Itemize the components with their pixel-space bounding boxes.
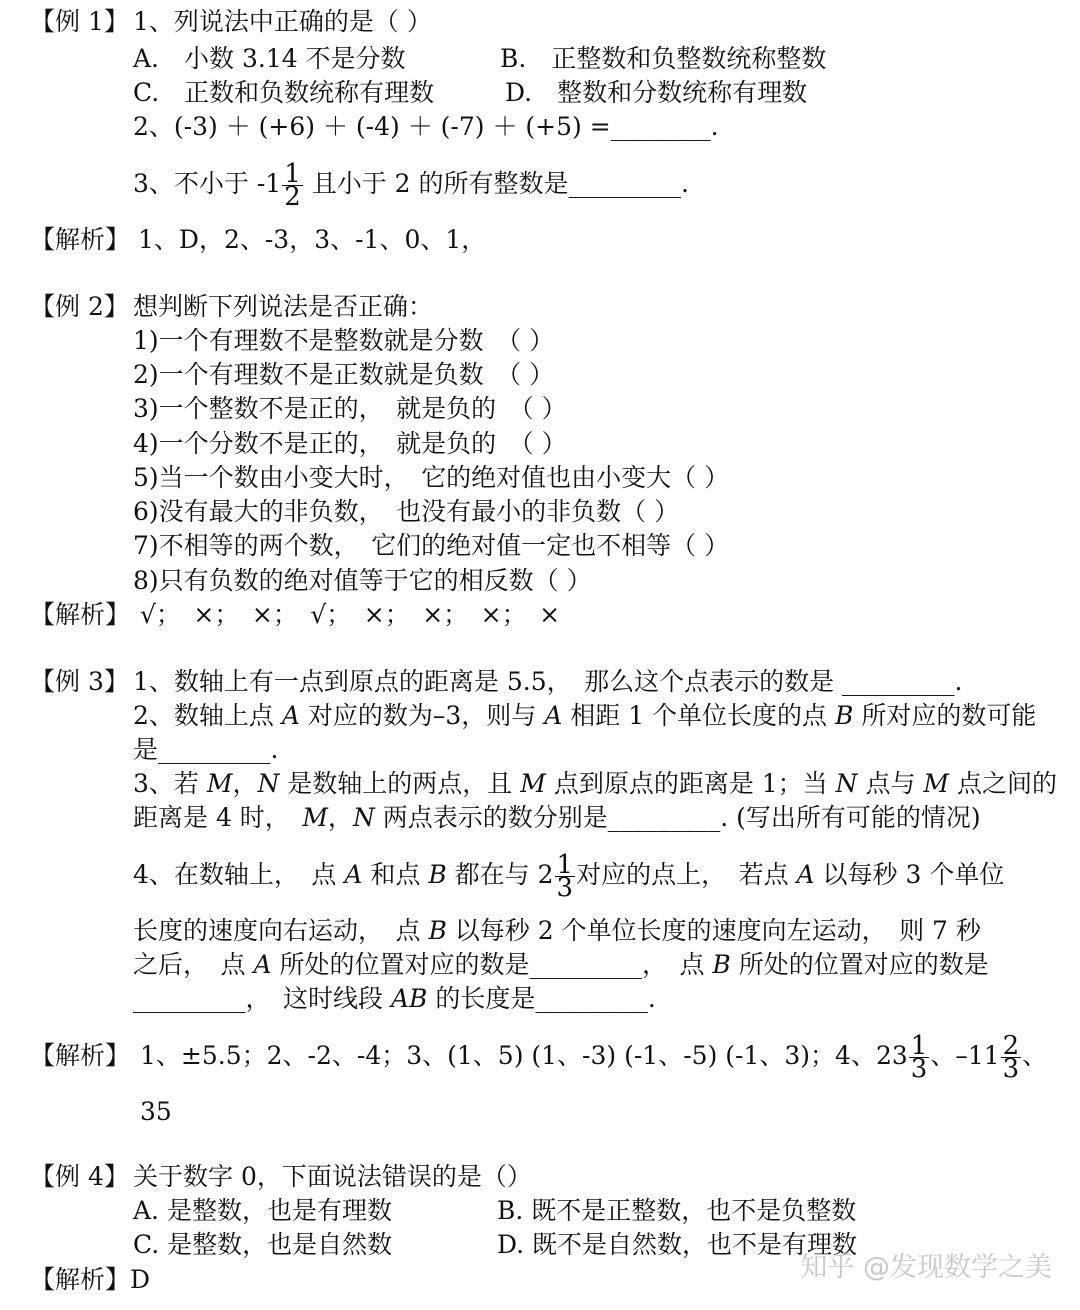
- ex3-question-2-line-2: 是_________.: [133, 735, 279, 764]
- ex2-item-7: 7)不相等的两个数， 它们的绝对值一定也不相等（ ）: [133, 531, 730, 560]
- fraction: $\frac{1}{2}$: [284, 159, 301, 212]
- fraction: $\frac{1}{3}$: [556, 850, 574, 903]
- example-1-label: 【例 1】: [30, 7, 129, 36]
- ex4-option-c: C. 是整数，也是自然数: [133, 1230, 393, 1259]
- ex3-question-3-line-1: 3、若 M，N 是数轴上的两点，且 M 点到原点的距离是 1；当 N 点与 M 点之间的: [133, 769, 1057, 798]
- fraction: $\frac{2}{3}$: [1002, 1031, 1020, 1084]
- ex2-item-5: 5)当一个数由小变大时， 它的绝对值也由小变大（ ）: [133, 463, 730, 492]
- ex2-answer-label: 【解析】: [30, 600, 131, 629]
- ex1-question-3: 3、不小于 -1 $\frac{1}{2}$ 且小于 2 的所有整数是_________.: [133, 159, 689, 212]
- fraction: $\frac{1}{3}$: [910, 1031, 928, 1084]
- ex3-question-2-line-1: 2、数轴上点 A 对应的数为–3，则与 A 相距 1 个单位长度的点 B 所对应的数可能: [133, 701, 1037, 730]
- ex1-option-c: C. 正数和负数统称有理数: [133, 78, 435, 107]
- ex1-question-2: 2、(-3) ＋ (+6) ＋ (-4) ＋ (-7) ＋ (+5) =________.: [133, 112, 719, 141]
- ex2-item-3: 3)一个整数不是正的， 就是负的 （ ）: [133, 394, 567, 423]
- ex3-question-4-line-1: 4、在数轴上， 点 A 和点 B 都在与 2 $\frac{1}{3}$ 对应的点上， 若点 A 以每秒 3 个单位: [133, 850, 1005, 903]
- example-4-label: 【例 4】: [30, 1162, 129, 1191]
- ex1-option-d: D. 整数和分数统称有理数: [505, 78, 808, 107]
- example-3-label: 【例 3】: [30, 667, 129, 696]
- ex4-answer: D: [130, 1265, 151, 1294]
- ex2-item-6: 6)没有最大的非负数， 也没有最小的非负数（ ）: [133, 497, 680, 526]
- ex1-answer: 1、D，2、-3，3、-1、0、1，: [138, 225, 487, 254]
- ex3-answer-label: 【解析】: [30, 1041, 131, 1070]
- ex1-option-b: B. 正整数和负整数统称整数: [500, 44, 827, 73]
- ex2-answer: √； ×； ×； √； ×； ×； ×； ×: [140, 600, 561, 629]
- ex2-item-2: 2)一个有理数不是正数就是负数 （ ）: [133, 360, 555, 389]
- ex4-option-a: A. 是整数，也是有理数: [133, 1196, 392, 1225]
- ex1-question-1: 1、列说法中正确的是（ ）: [133, 7, 432, 36]
- ex4-option-b: B. 既不是正整数，也不是负整数: [497, 1196, 857, 1225]
- ex3-question-4-line-3: 之后， 点 A 所处的位置对应的数是_________， 点 B 所处的位置对应的数是: [133, 950, 989, 979]
- ex1-option-a: A. 小数 3.14 不是分数: [133, 44, 406, 73]
- ex2-stem: 想判断下列说法是否正确：: [133, 292, 434, 321]
- ex3-question-4-line-2: 长度的速度向右运动， 点 B 以每秒 2 个单位长度的速度向左运动， 则 7 秒: [133, 916, 981, 945]
- example-2-label: 【例 2】: [30, 292, 129, 321]
- watermark: 知乎 @发现数学之美: [800, 1252, 1052, 1283]
- ex4-answer-label: 【解析】: [30, 1265, 131, 1294]
- ex2-item-4: 4)一个分数不是正的， 就是负的 （ ）: [133, 429, 567, 458]
- ex4-option-d: D. 既不是自然数，也不是有理数: [497, 1230, 858, 1259]
- ex4-stem: 关于数字 0，下面说法错误的是（）: [133, 1162, 532, 1191]
- ex3-question-4-line-4: _________， 这时线段 AB 的长度是_________.: [133, 984, 656, 1013]
- ex3-answer-continued: 35: [140, 1097, 172, 1126]
- ex3-question-3-line-2: 距离是 4 时， M，N 两点表示的数分别是_________. (写出所有可能的情况): [133, 803, 981, 832]
- ex2-item-1: 1)一个有理数不是整数就是分数 （ ）: [133, 326, 555, 355]
- ex1-answer-label: 【解析】: [30, 225, 131, 254]
- ex3-answer: 1、±5.5；2、-2、-4；3、(1、5) (1、-3) (-1、-5) (-1、3)；4、23 $\frac{1}{3}$ 、–11 $\frac{2}{3}$ 、: [140, 1031, 1048, 1084]
- ex3-question-1: 1、数轴上有一点到原点的距离是 5.5， 那么这个点表示的数是 _________.: [133, 667, 963, 696]
- ex2-item-8: 8)只有负数的绝对值等于它的相反数（ ）: [133, 566, 592, 595]
